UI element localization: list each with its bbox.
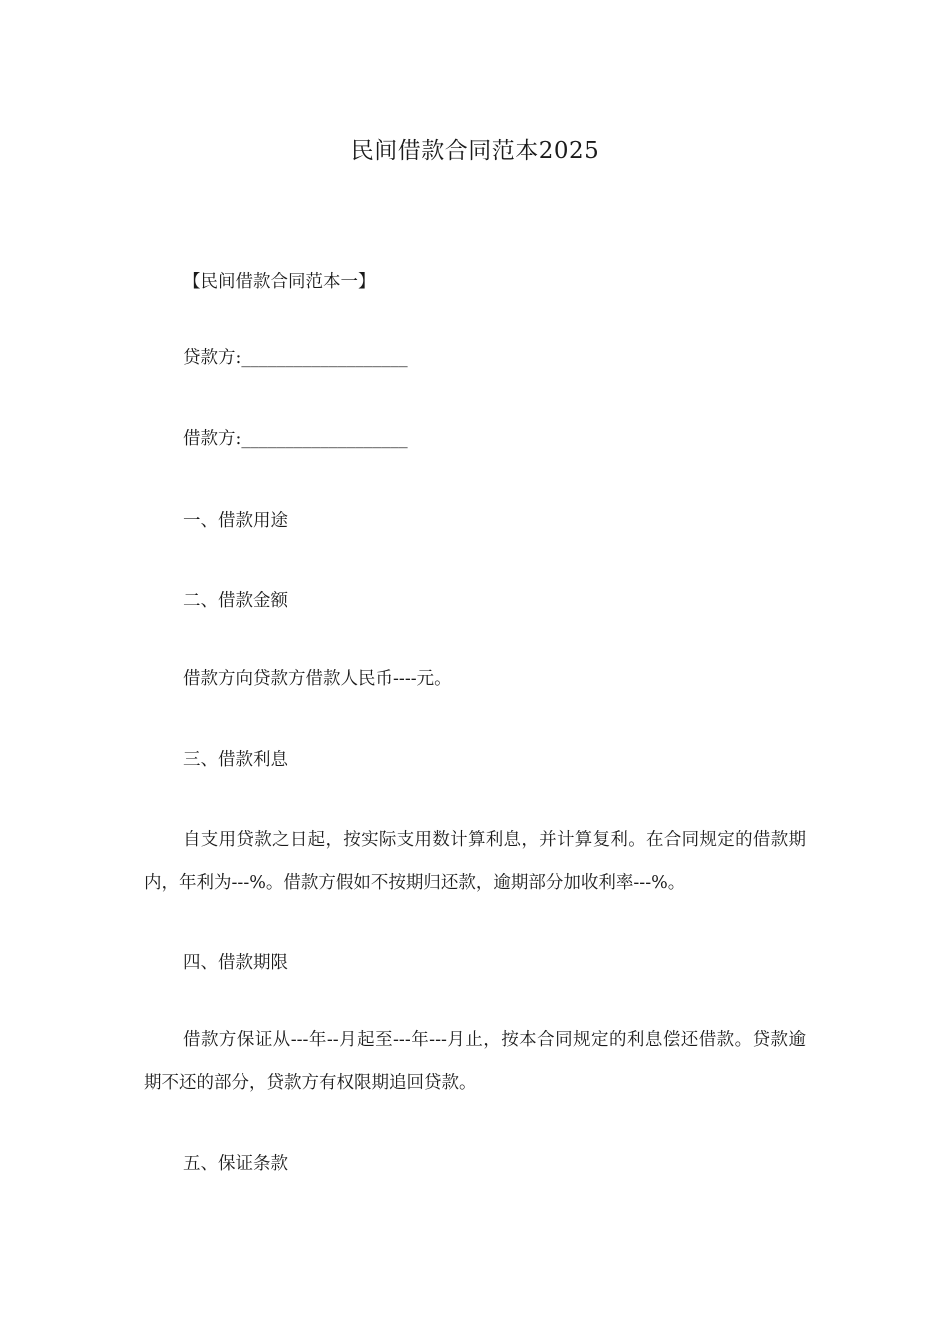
document-title: 民间借款合同范本2025	[350, 138, 600, 164]
clause-5-heading: 五、保证条款	[183, 1154, 288, 1174]
clause-1-heading: 一、借款用途	[183, 511, 288, 531]
clause-2-heading: 二、借款金额	[183, 591, 288, 611]
clause-3-heading: 三、借款利息	[183, 750, 288, 770]
lender-line: 贷款方:___________________	[183, 348, 408, 368]
clause-3-body: 自支用贷款之日起，按实际支用数计算利息，并计算复利。在合同规定的借款期内，年利为---%。借款方假如不按期归还款，逾期部分加收利率---%。	[144, 830, 806, 893]
clause-4-body: 借款方保证从---年--月起至---年---月止，按本合同规定的利息偿还借款。贷款逾期不还的部分，贷款方有权限期追回贷款。	[144, 1030, 806, 1093]
borrower-line: 借款方:___________________	[183, 429, 408, 449]
clause-2-body: 借款方向贷款方借款人民币----元。	[183, 669, 452, 689]
clause-4-heading: 四、借款期限	[183, 953, 288, 973]
section-heading: 【民间借款合同范本一】	[183, 272, 376, 292]
